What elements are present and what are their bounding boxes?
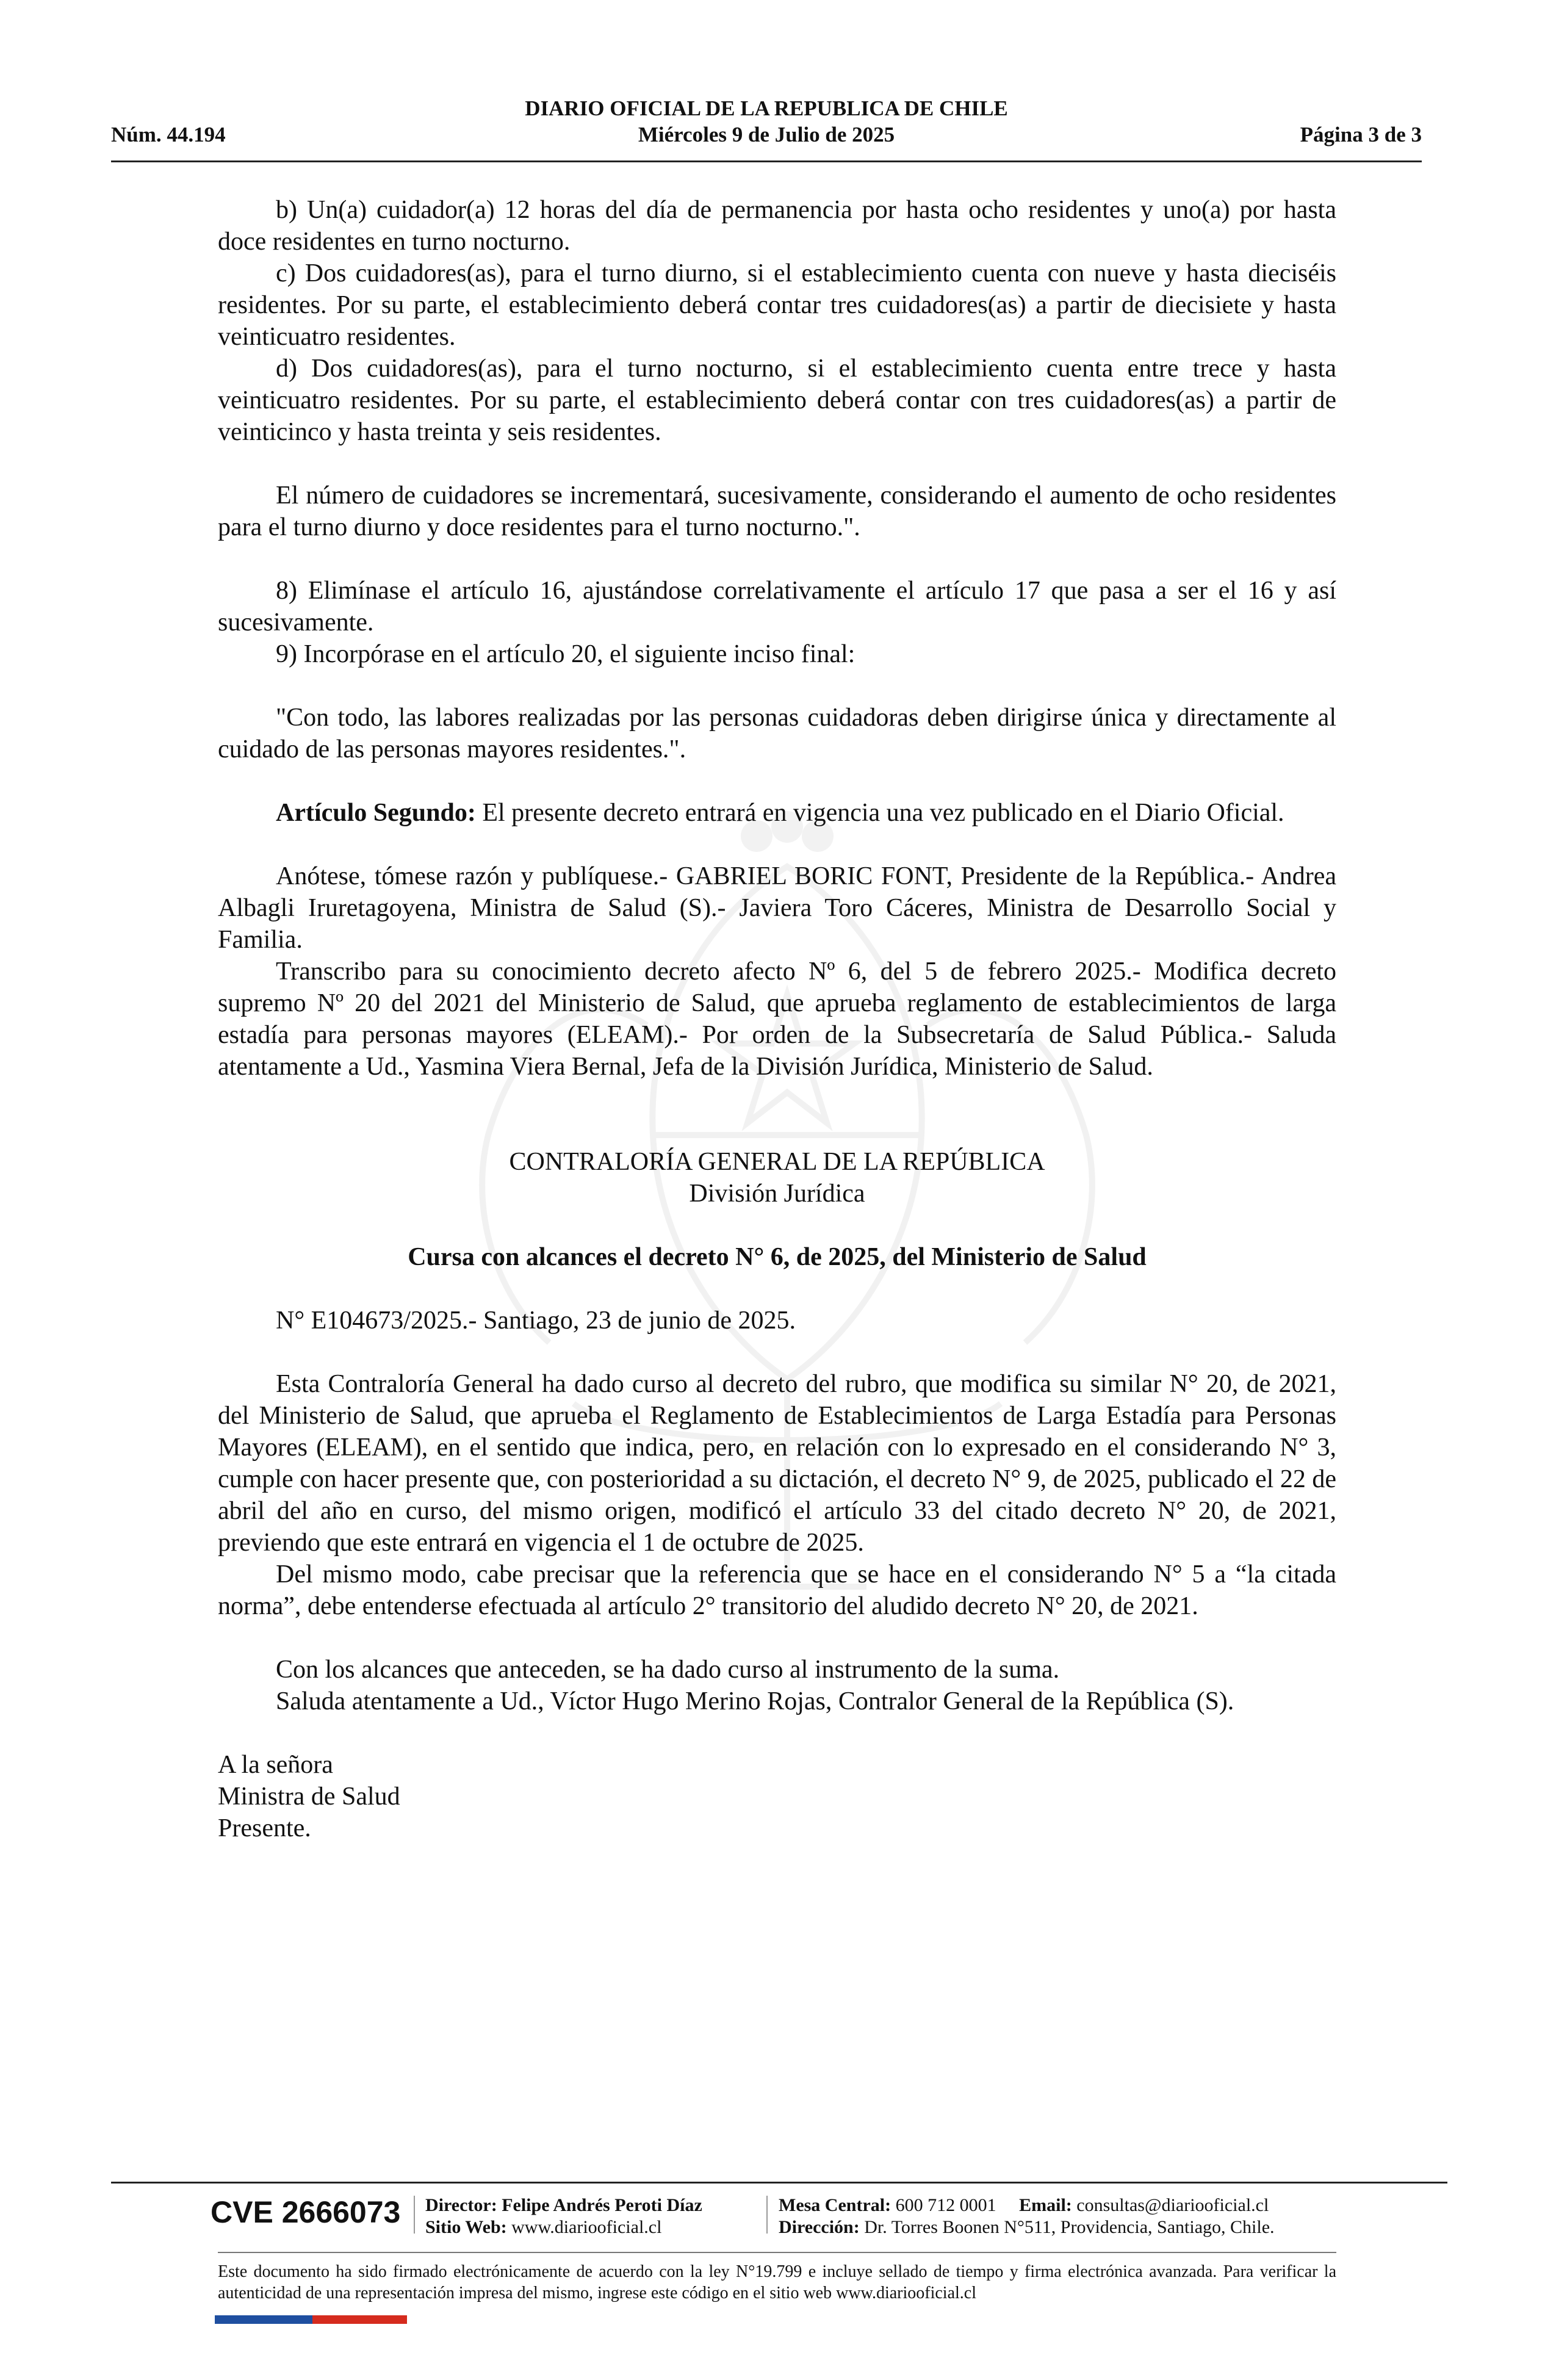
director-label: Director:: [425, 2195, 497, 2215]
email-link[interactable]: consultas@diariooficial.cl: [1072, 2195, 1269, 2215]
footer-divider-2: [218, 2252, 1336, 2253]
paragraph-saluda: Saluda atentamente a Ud., Víctor Hugo Merino Rojas, Contralor General de la República (S).: [276, 1687, 1234, 1715]
page-number: Página 3 de 3: [1300, 123, 1422, 146]
phone-value: 600 712 0001: [891, 2195, 996, 2215]
paragraph-b: b) Un(a) cuidador(a) 12 horas del día de permanencia por hasta ocho residentes y uno(a) por hasta doce residentes en turno nocturno.: [218, 196, 1336, 256]
section-subtitle: División Jurídica: [689, 1180, 865, 1208]
footer-separator: [766, 2196, 768, 2234]
article-label: Artículo Segundo:: [276, 799, 476, 827]
paragraph-item-8: 8) Elimínase el artículo 16, ajustándose correlativamente el artículo 17 que pasa a ser el 16 y así sucesivamente.: [218, 577, 1336, 636]
newspaper-title: DIARIO OFICIAL DE LA REPUBLICA DE CHILE: [525, 96, 1008, 120]
paragraph-c: c) Dos cuidadores(as), para el turno diurno, si el establecimiento cuenta con nueve y hasta dieciséis residentes. Por su parte, el establecimiento deberá contar tres cuidadores(as) a partir de diecisiete y hasta veinticuatro residentes.: [218, 259, 1336, 351]
paragraph-alcances: Con los alcances que anteceden, se ha dado curso al instrumento de la suma.: [276, 1656, 1060, 1684]
paragraph-article-2: [218, 797, 1336, 829]
document-body: [218, 194, 1336, 1844]
footer-contact-column: [779, 2194, 1275, 2238]
paragraph-signatures: Anótese, tómese razón y publíquese.- GABRIEL BORIC FONT, Presidente de la República.- Andrea Albagli Iruretagoyena, Ministra de Salud (S).- Javiera Toro Cáceres, Ministra de Desarrollo Social y Familia.: [218, 862, 1336, 954]
issue-number: Núm. 44.194: [111, 123, 226, 146]
paragraph-precision: Del mismo modo, cabe precisar que la referencia que se hace en el considerando N° 5 a “la citada norma”, debe entenderse efectuada al artículo 2° transitorio del aludido decreto N° 20, de 2021.: [218, 1560, 1336, 1620]
flag-bar-red: [312, 2315, 407, 2324]
footer-separator: [414, 2196, 415, 2234]
addressee-line-1: A la señora: [218, 1751, 333, 1779]
site-link[interactable]: www.diariooficial.cl: [506, 2217, 662, 2237]
footer-divider: [111, 2182, 1447, 2183]
paragraph-contraloria: Esta Contraloría General ha dado curso al decreto del rubro, que modifica su similar N° 20, de 2021, del Ministerio de Salud, que aprueba el Reglamento de Establecimientos de Larga Estadía para Personas Mayores (ELEAM), en el sentido que indica, pero, en relación con lo expresado en el considerando N° 3, cumple con hacer presente que, con posterioridad a su dictación, el decreto N° 9, de 2025, publicado el 22 de abril del año en curso, del mismo origen, modificó el artículo 33 del citado decreto N° 20, de 2021, previendo que este entrará en vigencia el 1 de octubre de 2025.: [218, 1370, 1336, 1557]
paragraph-d: d) Dos cuidadores(as), para el turno nocturno, si el establecimiento cuenta entre trece y hasta veinticuatro residentes. Por su parte, el establecimiento deberá contar con tres cuidadores(as) a partir de veinticinco y hasta treinta y seis residentes.: [218, 355, 1336, 446]
addressee-line-3: Presente.: [218, 1814, 311, 1842]
page-header: [111, 95, 1422, 162]
paragraph-reference: N° E104673/2025.- Santiago, 23 de junio de 2025.: [276, 1307, 796, 1335]
site-label: Sitio Web:: [425, 2217, 507, 2237]
article-text: El presente decreto entrará en vigencia una vez publicado en el Diario Oficial.: [475, 799, 1284, 827]
phone-label: Mesa Central:: [779, 2195, 891, 2215]
paragraph-caregivers-increment: El número de cuidadores se incrementará, sucesivamente, considerando el aumento de ocho residentes para el turno diurno y doce residentes para el turno nocturno.".: [218, 481, 1336, 541]
director-value: Felipe Andrés Peroti Díaz: [497, 2195, 702, 2215]
issue-date: Miércoles 9 de Julio de 2025: [638, 123, 895, 146]
legal-notice: Este documento ha sido firmado electrónicamente de acuerdo con la ley N°19.799 e incluye sellado de tiempo y firma electrónica avanzada. Para verificar la autenticidad de una representación impresa del mismo, ingrese este código en el sitio web www.diariooficial.cl: [218, 2262, 1336, 2302]
section-heading: Cursa con alcances el decreto N° 6, de 2025, del Ministerio de Salud: [408, 1243, 1147, 1271]
email-label: Email:: [1019, 2195, 1072, 2215]
cve-code: CVE 2666073: [211, 2195, 401, 2229]
paragraph-item-9: 9) Incorpórase en el artículo 20, el siguiente inciso final:: [276, 640, 855, 668]
paragraph-quote: "Con todo, las labores realizadas por las personas cuidadoras deben dirigirse única y directamente al cuidado de las personas mayores residentes.".: [218, 704, 1336, 763]
addressee-line-2: Ministra de Salud: [218, 1783, 400, 1811]
address-value: Dr. Torres Boonen N°511, Providencia, Santiago, Chile.: [859, 2217, 1275, 2237]
paragraph-transcription: Transcribo para su conocimiento decreto afecto Nº 6, del 5 de febrero 2025.- Modifica decreto supremo Nº 20 del 2021 del Ministerio de Salud, que aprueba reglamento de establecimientos de larga estadía para personas mayores (ELEAM).- Por orden de la Subsecretaría de Salud Pública.- Saluda atentamente a Ud., Yasmina Viera Bernal, Jefa de la División Jurídica, Ministerio de Salud.: [218, 957, 1336, 1081]
flag-bar-blue: [215, 2315, 312, 2324]
section-title: CONTRALORÍA GENERAL DE LA REPÚBLICA: [509, 1148, 1045, 1176]
address-label: Dirección:: [779, 2217, 860, 2237]
footer-director-column: [425, 2194, 702, 2238]
